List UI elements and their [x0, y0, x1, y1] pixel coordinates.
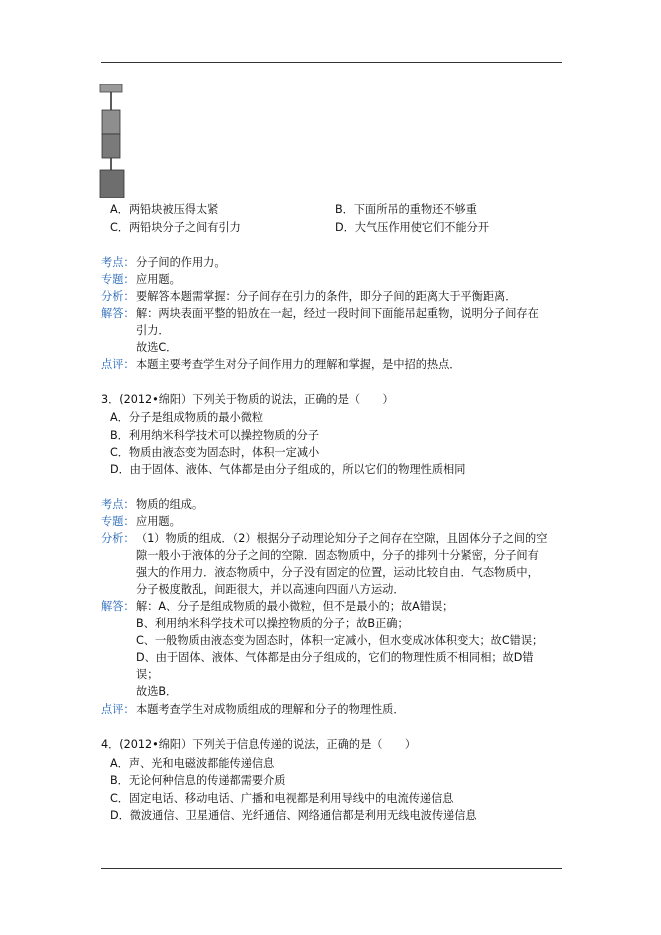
q3-jieda-line-5: 误； [136, 668, 159, 681]
q3-zhuanti-label: 专题： [101, 515, 135, 528]
q2-jieda-line-2: 引力． [136, 324, 170, 337]
q4-option-d: D．微波通信、卫星通信、光纤通信、网络通信都是利用无线电波传递信息 [110, 809, 477, 822]
q3-dianping-label: 点评： [101, 703, 135, 716]
q3-jieda-label: 解答： [101, 600, 135, 613]
q2-jieda-label: 解答： [101, 307, 135, 320]
footer-rule [101, 868, 562, 869]
q3-dianping: 本题考查学生对成物质组成的理解和分子的物理性质． [136, 703, 405, 716]
q4-stem: 4．(2012•绵阳）下列关于信息传递的说法，正确的是（ ） [101, 738, 417, 751]
q3-option-b: B．利用纳米科学技术可以操控物质的分子 [110, 429, 320, 442]
q4-option-a: A．声、光和电磁波都能传递信息 [110, 757, 275, 770]
q3-kaodian-label: 考点： [101, 498, 135, 511]
q3-fenxi-line-1: （1）物质的组成．（2）根据分子动理论知分子之间存在空隙，且固体分子之间的空 [136, 532, 548, 545]
q3-fenxi-line-3: 强大的作用力．液态物质中，分子没有固定的位置，运动比较自由．气态物质中， [136, 566, 539, 579]
q3-zhuanti: 应用题。 [136, 515, 181, 528]
q3-fenxi-line-2: 隙一般小于液体的分子之间的空隙．固态物质中，分子的排列十分紧密，分子间有 [136, 549, 539, 562]
q2-option-c: C．两铅块分子之间有引力 [110, 221, 241, 234]
q2-jieda-line-1: 解：两块表面平整的铅放在一起，经过一段时间下面能吊起重物，说明分子间存在 [136, 307, 539, 320]
q2-kaodian: 分子间的作用力。 [136, 256, 226, 269]
q4-option-b: B．无论何种信息的传递都需要介质 [110, 774, 286, 787]
q3-fenxi-line-4: 分子极度散乱，间距很大，并以高速向四面八方运动． [136, 583, 405, 596]
q3-option-d: D．由于固体、液体、气体都是由分子组成的，所以它们的物理性质相同 [110, 463, 466, 476]
q2-zhuanti: 应用题。 [136, 273, 181, 286]
q3-stem: 3．(2012•绵阳）下列关于物质的说法，正确的是（ ） [101, 393, 394, 406]
q2-option-d: D．大气压作用使它们不能分开 [335, 221, 490, 234]
q2-dianping-label: 点评： [101, 358, 135, 371]
q3-option-c: C．物质由液态变为固态时，体积一定减小 [110, 446, 320, 459]
header-rule [101, 62, 562, 63]
q3-jieda-line-1: 解：A、分子是组成物质的最小微粒，但不是最小的；故A错误； [136, 600, 454, 613]
q3-jieda-line-6: 故选B． [136, 685, 178, 698]
q2-zhuanti-label: 专题： [101, 273, 135, 286]
q2-dianping: 本题主要考查学生对分子间作用力的理解和掌握，是中招的热点． [136, 358, 461, 371]
q2-fenxi: 要解答本题需掌握：分子间存在引力的条件，即分子间的距离大于平衡距离． [136, 290, 517, 303]
q3-jieda-line-2: B、利用纳米科学技术可以操控物质的分子；故B正确； [136, 617, 409, 630]
lead-blocks-figure [99, 84, 125, 198]
q2-option-a: A．两铅块被压得太紧 [110, 203, 219, 216]
q4-option-c: C．固定电话、移动电话、广播和电视都是利用导线中的电流传递信息 [110, 792, 454, 805]
q2-kaodian-label: 考点： [101, 256, 135, 269]
q3-jieda-line-3: C、一般物质由液态变为固态时，体积一定减小，但水变成冰体积变大；故C错误； [136, 634, 544, 647]
q3-fenxi-label: 分析： [101, 532, 135, 545]
q2-fenxi-label: 分析： [101, 290, 135, 303]
q3-jieda-line-4: D、由于固体、液体、气体都是由分子组成的，它们的物理性质不相同相；故D错 [136, 651, 534, 664]
q2-jieda-line-3: 故选C． [136, 341, 178, 354]
q3-kaodian: 物质的组成。 [136, 498, 204, 511]
q3-option-a: A．分子是组成物质的最小微粒 [110, 411, 264, 424]
q2-option-b: B．下面所吊的重物还不够重 [335, 203, 477, 216]
